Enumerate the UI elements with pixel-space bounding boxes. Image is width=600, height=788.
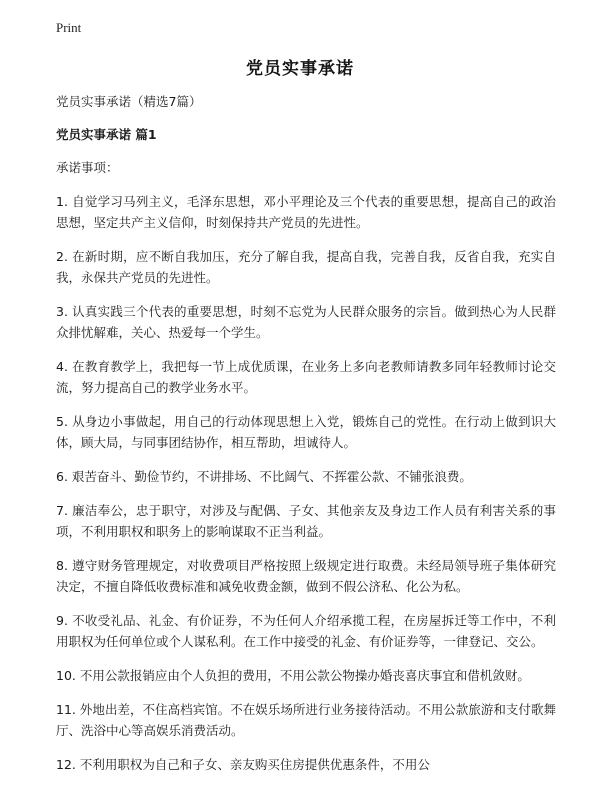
commitment-item-11: 11. 外地出差，不住高档宾馆。不在娱乐场所进行业务接待活动。不用公款旅游和支付歌舞厅、洗浴中心等高娱乐消费活动。 [56, 702, 556, 738]
commitment-item-12: 12. 不利用职权为自己和子女、亲友购买住房提供优惠条件，不用公 [56, 757, 430, 772]
commitment-item-5: 5. 从身边小事做起，用自己的行动体现思想上入党，锻炼自己的党性。在行动上做到识大体，顾大局，与同事团结协作，相互帮助，坦诚待人。 [56, 414, 556, 450]
commitment-intro: 承诺事项： [56, 160, 119, 175]
document-body [56, 92, 556, 788]
commitment-item-2: 2. 在新时期，应不断自我加压，充分了解自我，提高自我，完善自我，反省自我，充实自我，永保共产党员的先进性。 [56, 249, 556, 285]
commitment-item-7: 7. 廉洁奉公，忠于职守，对涉及与配偶、子女、其他亲友及身边工作人员有利害关系的事项，不利用职权和职务上的影响谋取不正当利益。 [56, 503, 556, 539]
commitment-item-8: 8. 遵守财务管理规定，对收费项目严格按照上级规定进行取费。未经局领导班子集体研究决定，不擅自降低收费标准和减免收费金额，做到不假公济私、化公为私。 [56, 558, 556, 594]
section-heading: 党员实事承诺 篇1 [56, 127, 157, 142]
commitment-item-1: 1. 自觉学习马列主义，毛泽东思想，邓小平理论及三个代表的重要思想，提高自己的政治思想，坚定共产主义信仰，时刻保持共产党员的先进性。 [56, 194, 556, 230]
commitment-item-9: 9. 不收受礼品、礼金、有价证券，不为任何人介绍承揽工程，在房屋拆迁等工作中，不利用职权为任何单位或个人谋私利。在工作中接受的礼金、有价证券等，一律登记、交公。 [56, 613, 556, 649]
commitment-item-3: 3. 认真实践三个代表的重要思想，时刻不忘党为人民群众服务的宗旨。做到热心为人民群众排忧解难，关心、热爱每一个学生。 [56, 304, 556, 340]
document-subtitle: 党员实事承诺（精选7篇） [56, 94, 202, 109]
commitment-item-4: 4. 在教育教学上，我把每一节上成优质课，在业务上多向老教师请教多同年轻教师讨论交流，努力提高自己的教学业务水平。 [56, 359, 556, 395]
page-title: 党员实事承诺 [246, 59, 354, 79]
commitment-item-10: 10. 不用公款报销应由个人负担的费用，不用公款公物操办婚丧喜庆事宜和借机敛财。 [56, 668, 530, 683]
print-link[interactable]: Print [56, 20, 82, 35]
commitment-item-6: 6. 艰苦奋斗、勤俭节约，不讲排场、不比阔气、不挥霍公款、不铺张浪费。 [56, 469, 472, 484]
